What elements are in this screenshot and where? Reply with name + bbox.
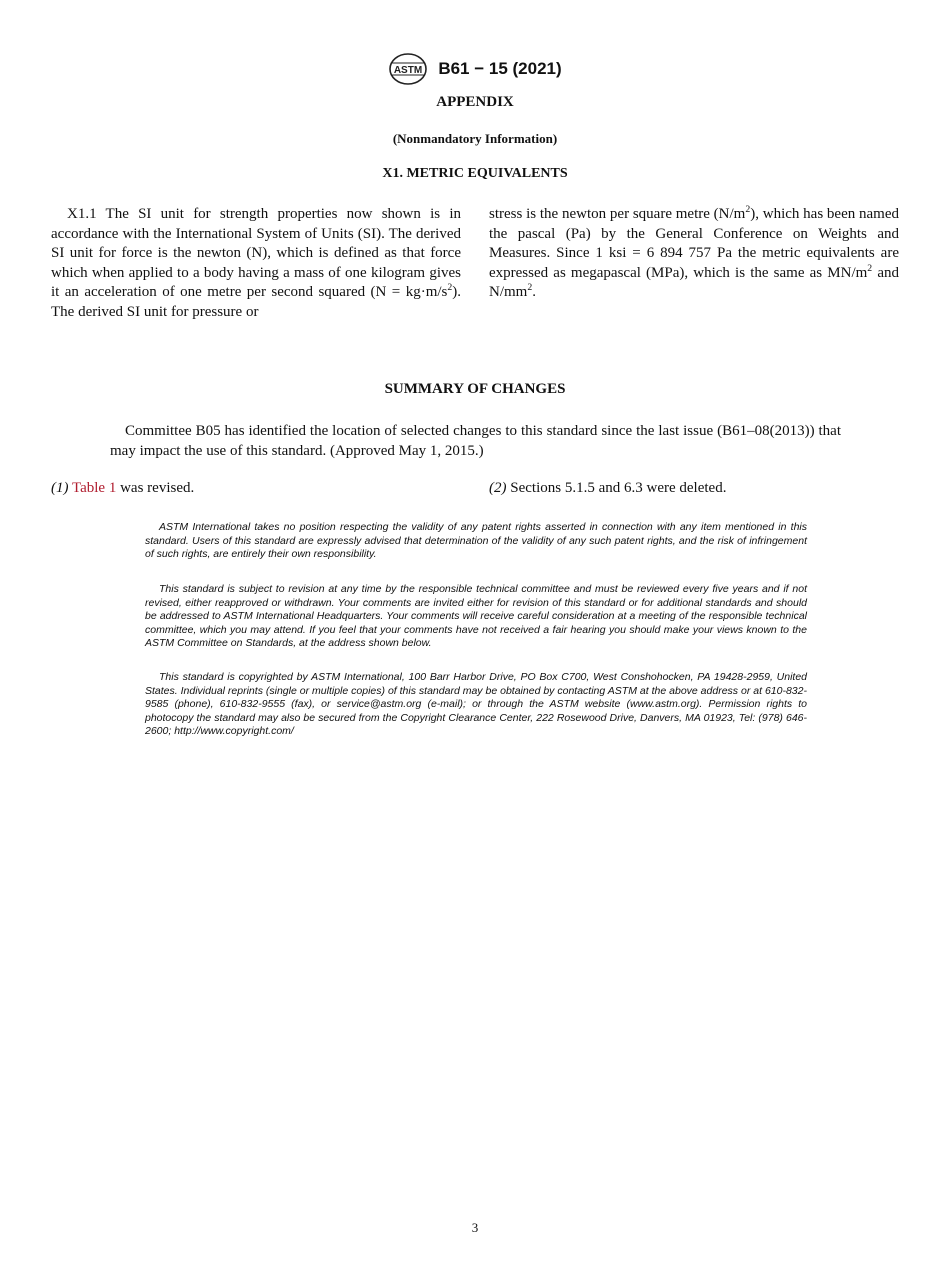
x1-paragraph-right: stress is the newton per square metre $(N/m^2)$, which has been named the pascal (Pa) by the General Conference on Weights and Measures. Since 1 ksi = 6 894 757 Pa the metric equivalents are expressed as megapascal (MPa), which is the same as $MN/m^2$ and $N/mm^2$. bbox=[489, 204, 900, 301]
patent-notice: ASTM International takes no position respecting the validity of any patent rights asserted in connection with any item mentioned in this standard. Users of this standard are expressly advised that determination of the validity of any such patent rights, and the risk of infringement of such rights, are entirely their own responsibility. bbox=[145, 521, 807, 560]
summary-title: SUMMARY OF CHANGES bbox=[384, 381, 566, 397]
appendix-title: APPENDIX bbox=[436, 94, 514, 110]
table-1-link[interactable]: Table 1 bbox=[71, 480, 117, 496]
revision-notice: This standard is subject to revision at any time by the responsible technical committee and must be reviewed every five years and if not revised, either reapproved or withdrawn. Your comments are invited either for revision of this standard or for additional standards and should be addressed to ASTM International Headquarters. Your comments will receive careful consideration at a meeting of the responsible technical committee, which you may attend. If you feel that your comments have not received a fair hearing you should make your views known to the ASTM Committee on Standards, at the address shown below. bbox=[145, 583, 807, 649]
change-item-2: (2) Sections 5.1.5 and 6.3 were deleted. bbox=[489, 480, 727, 496]
appendix-subtitle: (Nonmandatory Information) bbox=[392, 131, 558, 146]
svg-text:ASTM: ASTM bbox=[394, 65, 423, 76]
astm-logo bbox=[388, 52, 428, 86]
page-header bbox=[0, 52, 950, 86]
standard-designation: B61 − 15 (2021) bbox=[438, 59, 562, 78]
x1-paragraph-left: X1.1 The SI unit for strength properties now shown is in accordance with the International System of Units (SI). The derived SI unit for force is the newton (N), which is defined as that force which when applied to a body having a mass of one kilogram gives it an acceleration of one metre per second squared $(N = kg\cdot m/s^2)$. The derived SI unit for pressure or bbox=[51, 206, 461, 320]
page-number: 3 bbox=[471, 1220, 479, 1235]
section-title-x1: X1. METRIC EQUIVALENTS bbox=[382, 166, 568, 181]
copyright-notice: This standard is copyrighted by ASTM International, 100 Barr Harbor Drive, PO Box C700, West Conshohocken, PA 19428-2959, United States. Individual reprints (single or multiple copies) of this standard may be obtained by contacting ASTM at the above address or at 610-832-9585 (phone), 610-832-9555 (fax), or service@astm.org (e-mail); or through the ASTM website (www.astm.org). Permission rights to photocopy the standard may also be secured from the Copyright Clearance Center, 222 Rosewood Drive, Danvers, MA 01923, Tel: (978) 646-2600; http://www.copyright.com/ bbox=[145, 671, 807, 737]
summary-paragraph: Committee B05 has identified the location of selected changes to this standard since the last issue (B61–08(2013)) that may impact the use of this standard. (Approved May 1, 2015.) bbox=[110, 423, 841, 459]
change-item-1: (1) Table 1 was revised. bbox=[51, 480, 195, 496]
